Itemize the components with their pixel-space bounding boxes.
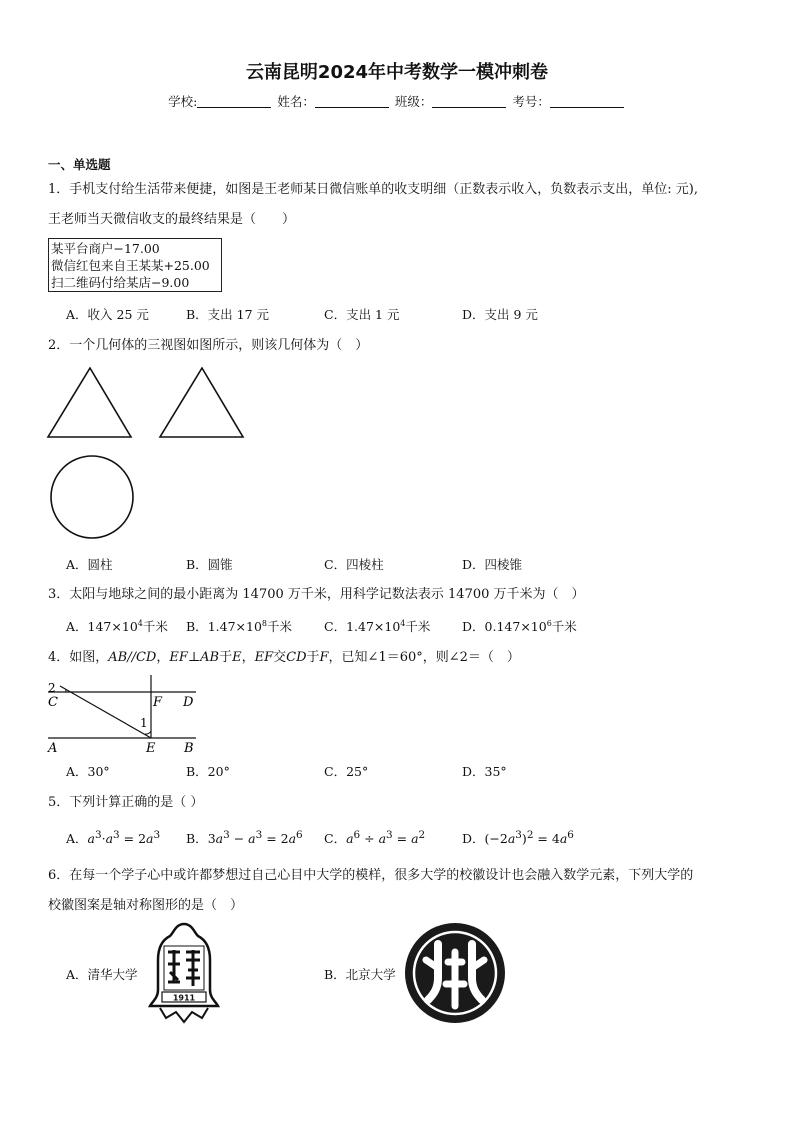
q1-option-c[interactable]: C．支出 1 元 [324, 307, 400, 322]
unit: 千米 [405, 619, 431, 634]
unit: 千米 [267, 619, 293, 634]
q4-text-part: ， [241, 650, 255, 665]
option-prefix: C． [324, 831, 347, 847]
sci-base: 0.147×10 [484, 619, 547, 634]
math-expression: $a^3\cdot a^3 = 2a^3$ [87, 829, 161, 847]
q1-text-line2: 王老师当天微信收支的最终结果是（ ） [48, 212, 296, 227]
q1-option-d[interactable]: D．支出 9 元 [462, 307, 538, 322]
q4-text-part: ，已知∠1＝60°，则∠2＝（ ） [328, 650, 520, 665]
info-class-label: 班级： [394, 94, 433, 109]
q5-option-d[interactable] [462, 829, 574, 847]
q4-math: EF⊥AB [169, 650, 220, 665]
q4-text-part: 于 [306, 650, 320, 665]
page-title: 云南昆明2024年中考数学一模冲刺卷 [245, 62, 549, 83]
q4-option-d[interactable]: D．35° [462, 764, 507, 779]
unit: 千米 [142, 619, 168, 634]
tsinghua-emblem-icon [146, 920, 222, 1024]
option-prefix: D． [462, 831, 485, 847]
q4-text-part: 于 [219, 650, 233, 665]
sci-exponent: 4 [137, 618, 143, 628]
label-2: 2 [48, 681, 56, 695]
label-a: A [48, 741, 58, 756]
q4-math: EF [254, 650, 274, 665]
option-prefix: B． [186, 619, 208, 634]
q4-math: F [319, 650, 329, 665]
diagonal-line [60, 686, 151, 738]
bill-line: 微信红包来自王某某+25.00 [51, 258, 210, 273]
q3-text: 3．太阳与地球之间的最小距离为 14700 万千米，用科学记数法表示 14700 万千米为（ ） [48, 587, 585, 602]
option-prefix: D． [462, 619, 485, 634]
angle-1-arc [145, 731, 151, 734]
label-e: E [146, 741, 156, 756]
q6-text-line1: 6．在每一个学子心中或许都梦想过自己心目中大学的模样，很多大学的校徽设计也会融入数学元素，下列大学的 [48, 868, 694, 883]
q5-text: 5．下列计算正确的是（ ） [48, 795, 204, 810]
sci-exponent: 4 [400, 618, 406, 628]
sci-base: 1.47×10 [207, 619, 262, 634]
sci-exponent: 6 [546, 618, 552, 628]
label-f: F [153, 695, 163, 710]
bill-line: 某平台商户−17.00 [51, 241, 160, 256]
option-prefix: C． [324, 619, 347, 634]
bill-line: 扫二维码付给某店−9.00 [51, 275, 190, 290]
info-id-label: 考号： [512, 94, 550, 109]
label-1: 1 [140, 716, 148, 730]
label-d: D [183, 695, 194, 710]
q4-math: AB//CD [108, 650, 157, 665]
q6-option-a[interactable]: A．清华大学 [66, 967, 138, 982]
section-heading: 一、单选题 [48, 157, 111, 172]
q2-text: 2．一个几何体的三视图如图所示，则该几何体为（ ） [48, 338, 369, 353]
info-name-label: 姓名： [277, 94, 315, 109]
q4-text-part: 交 [273, 650, 287, 665]
q5-option-c[interactable] [324, 829, 425, 847]
q4-option-b[interactable]: B．20° [186, 764, 230, 779]
q2-option-a[interactable]: A．圆柱 [66, 557, 113, 572]
info-school-label: 学校: [168, 94, 198, 109]
pku-emblem-icon [404, 922, 506, 1024]
q5-option-b[interactable] [186, 829, 303, 847]
q2-option-c[interactable]: C．四棱柱 [324, 557, 384, 572]
math-expression: $(-2a^3)^2 = 4a^6$ [484, 829, 574, 847]
sci-base: 147×10 [87, 619, 138, 634]
q2-option-d[interactable]: D．四棱锥 [462, 557, 523, 572]
option-prefix: A． [66, 831, 88, 847]
q4-option-c[interactable]: C．25° [324, 764, 369, 779]
emblem-year: 1911 [172, 993, 196, 1003]
q1-option-b[interactable]: B．支出 17 元 [186, 307, 270, 322]
sci-exponent: 8 [261, 618, 267, 628]
q4-math: CD [286, 650, 307, 665]
q1-option-a[interactable]: A．收入 25 元 [66, 307, 149, 322]
q5-option-a[interactable] [66, 829, 160, 847]
q6-option-b[interactable]: B．北京大学 [324, 967, 396, 982]
q4-text-part: ， [156, 650, 170, 665]
math-expression: $a^6 \div a^3 = a^2$ [346, 829, 426, 847]
q4-option-a[interactable]: A．30° [66, 764, 110, 779]
unit: 千米 [551, 619, 577, 634]
option-prefix: B． [186, 831, 208, 847]
q4-text-part: 4．如图， [48, 650, 109, 665]
math-expression: $3a^3 - a^3 = 2a^6$ [207, 829, 303, 847]
q2-option-b[interactable]: B．圆锥 [186, 557, 233, 572]
option-prefix: A． [66, 619, 88, 634]
q4-math: E [232, 650, 242, 665]
sci-base: 1.47×10 [346, 619, 401, 634]
label-c: C [48, 695, 58, 710]
q6-text-line2: 校徽图案是轴对称图形的是（ ） [48, 898, 244, 913]
label-b: B [184, 741, 194, 756]
q1-text-line1: 1．手机支付给生活带来便捷，如图是王老师某日微信账单的收支明细（正数表示收入，负数表示支出，单位: 元), [48, 182, 698, 197]
